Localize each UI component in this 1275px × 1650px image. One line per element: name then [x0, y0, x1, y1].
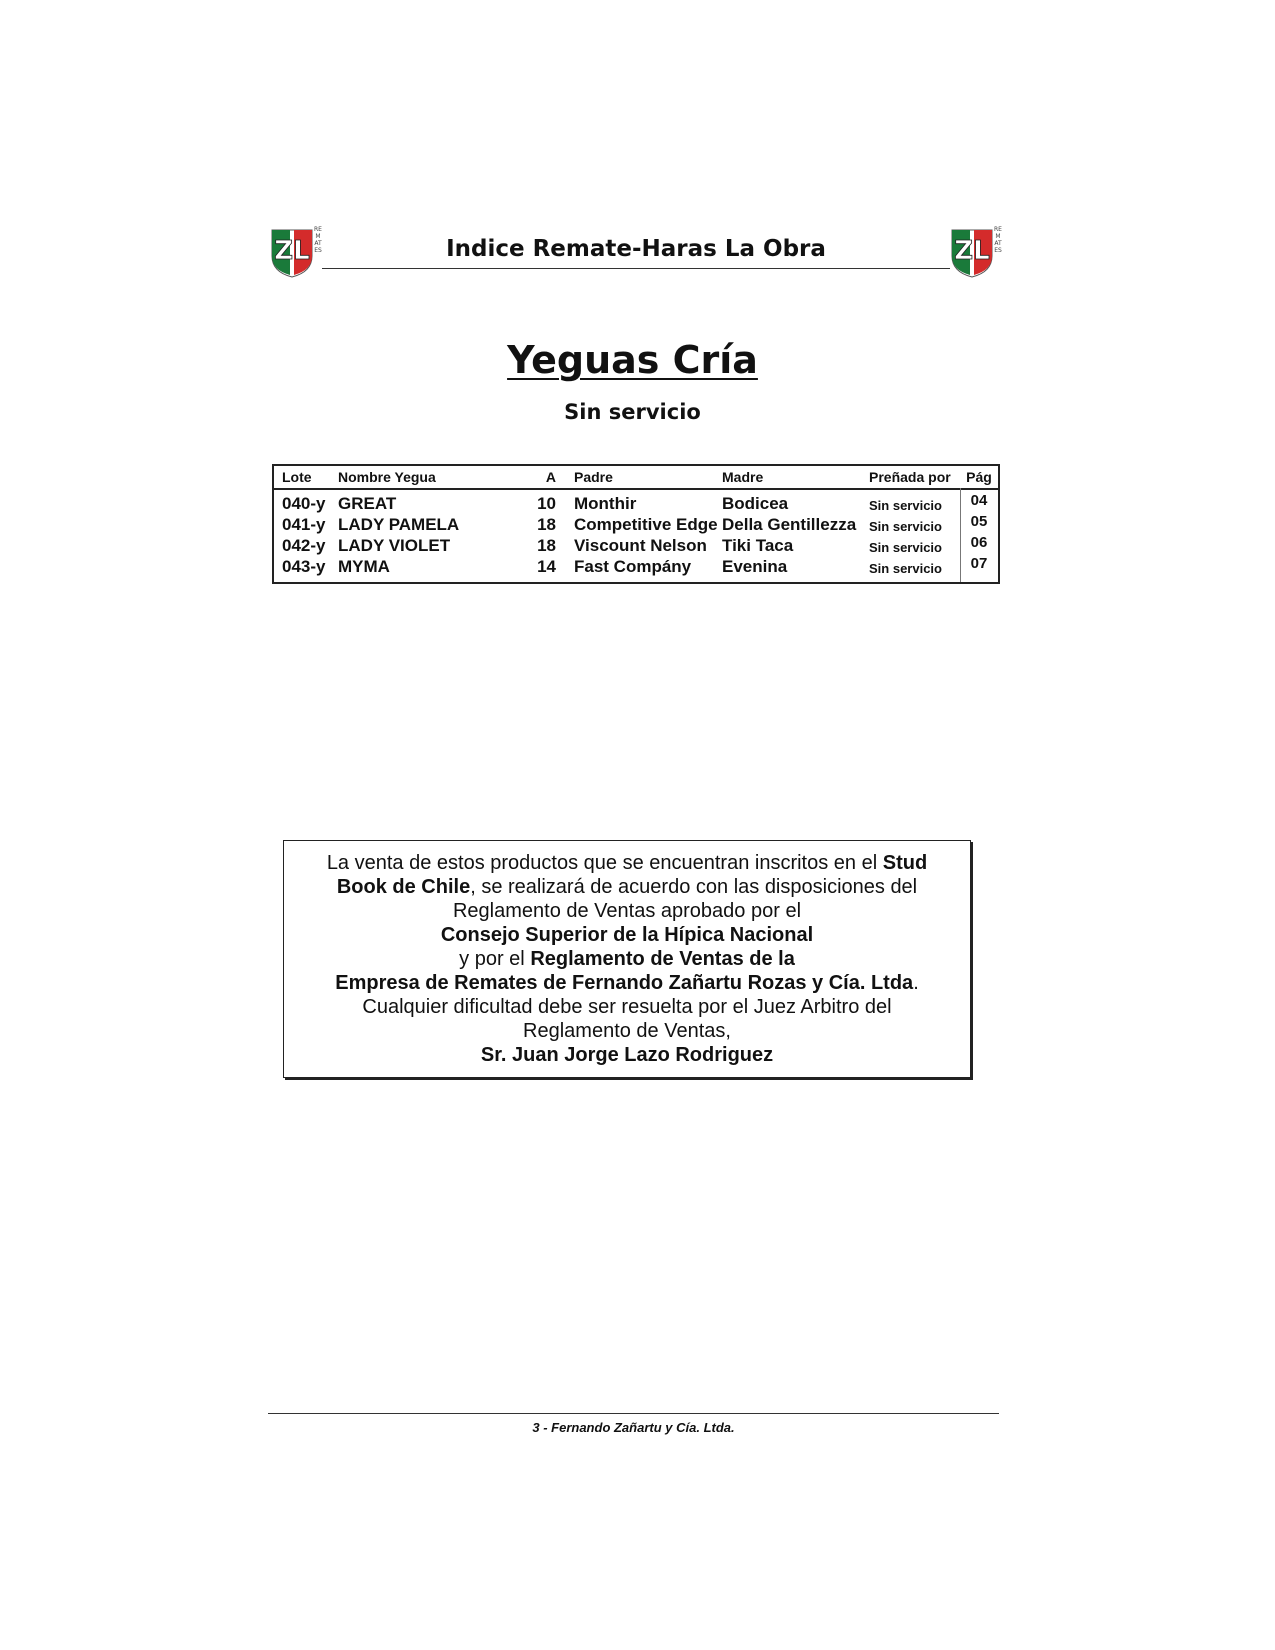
table-header	[274, 466, 998, 490]
cell-nombre: LADY VIOLET	[338, 536, 451, 555]
header-madre: Madre	[722, 469, 764, 485]
header-nombre: Nombre Yegua	[338, 469, 436, 485]
page-title: Yeguas Cría	[507, 338, 758, 382]
cell-lote: 043-y	[282, 557, 326, 576]
cell-padre: Competitive Edge	[574, 515, 718, 534]
notice-text: y por el	[459, 948, 531, 970]
header-divider	[322, 268, 950, 269]
logo-letters-mark: ZL	[274, 236, 310, 266]
header-padre: Padre	[574, 469, 613, 485]
notice-text: Reglamento de Ventas,	[523, 1020, 731, 1042]
cell-pag: 07	[970, 555, 988, 572]
notice-line	[284, 971, 970, 995]
cell-lote: 040-y	[282, 494, 326, 513]
cell-lote: 042-y	[282, 536, 326, 555]
cell-lote: 041-y	[282, 515, 326, 534]
notice-line	[284, 947, 970, 971]
notice-text: .	[913, 972, 919, 994]
cell-prenada: Sin servicio	[869, 519, 942, 534]
logo-side-text: REMATES	[994, 226, 1002, 254]
notice-line	[284, 875, 970, 899]
notice-line	[284, 923, 970, 947]
table-row	[274, 557, 998, 578]
company-logo	[270, 226, 322, 278]
cell-a: 14	[537, 557, 556, 576]
cell-a: 10	[537, 494, 556, 513]
cell-a: 18	[537, 536, 556, 555]
cell-padre: Viscount Nelson	[574, 536, 707, 555]
notice-bold-text: Consejo Superior de la Hípica Nacional	[440, 924, 814, 946]
cell-pag: 05	[970, 513, 988, 530]
cell-madre: Della Gentillezza	[722, 515, 857, 534]
notice-line	[284, 899, 970, 923]
cell-nombre: GREAT	[338, 494, 397, 513]
table-row	[274, 515, 998, 536]
cell-prenada: Sin servicio	[869, 561, 942, 576]
lots-table	[272, 464, 1000, 584]
notice-bold-text: Stud	[882, 852, 928, 874]
header-pag: Pág	[966, 469, 992, 485]
header-lote: Lote	[282, 469, 312, 485]
notice-bold-text: Sr. Juan Jorge Lazo Rodriguez	[480, 1044, 774, 1066]
cell-padre: Fast Compány	[574, 557, 692, 576]
header-a: A	[545, 469, 556, 485]
cell-padre: Monthir	[574, 494, 637, 513]
footer-divider	[268, 1413, 999, 1414]
cell-madre: Bodicea	[722, 494, 789, 513]
cell-prenada: Sin servicio	[869, 498, 942, 513]
cell-pag: 06	[970, 534, 988, 551]
sale-notice-box	[283, 840, 971, 1078]
notice-line	[284, 1019, 970, 1043]
shield-logo-icon	[270, 226, 314, 278]
notice-text: La venta de estos productos que se encuentran inscritos en el	[326, 852, 883, 874]
cell-a: 18	[537, 515, 556, 534]
footer-text: 3 - Fernando Zañartu y Cía. Ltda.	[532, 1420, 735, 1435]
cell-madre: Tiki Taca	[722, 536, 794, 555]
notice-bold-text: Reglamento de Ventas de la	[530, 948, 795, 970]
logo-letters-mark: ZL	[954, 236, 990, 266]
cell-prenada: Sin servicio	[869, 540, 942, 555]
shield-logo-icon	[950, 226, 994, 278]
header-prenada: Preñada por	[869, 469, 951, 485]
header-title: Indice Remate-Haras La Obra	[446, 236, 826, 262]
notice-text: Cualquier dificultad debe ser resuelta por el Juez Arbitro del	[362, 996, 892, 1018]
notice-line	[284, 1043, 970, 1067]
cell-nombre: LADY PAMELA	[338, 515, 460, 534]
table-row	[274, 536, 998, 557]
notice-line	[284, 851, 970, 875]
notice-text: , se realizará de acuerdo con las disposiciones del	[470, 876, 918, 898]
company-logo-right	[950, 226, 1002, 278]
cell-pag: 04	[970, 492, 988, 509]
cell-nombre: MYMA	[338, 557, 390, 576]
logo-side-text: REMATES	[314, 226, 322, 254]
sale-notice-text	[284, 851, 970, 1067]
notice-line	[284, 995, 970, 1019]
cell-madre: Evenina	[722, 557, 788, 576]
notice-bold-text: Book de Chile	[336, 876, 471, 898]
page-subtitle: Sin servicio	[564, 400, 701, 424]
notice-text: Reglamento de Ventas aprobado por el	[452, 900, 802, 922]
table-row	[274, 494, 998, 515]
notice-bold-text: Empresa de Remates de Fernando Zañartu Rozas y Cía. Ltda	[335, 972, 914, 994]
